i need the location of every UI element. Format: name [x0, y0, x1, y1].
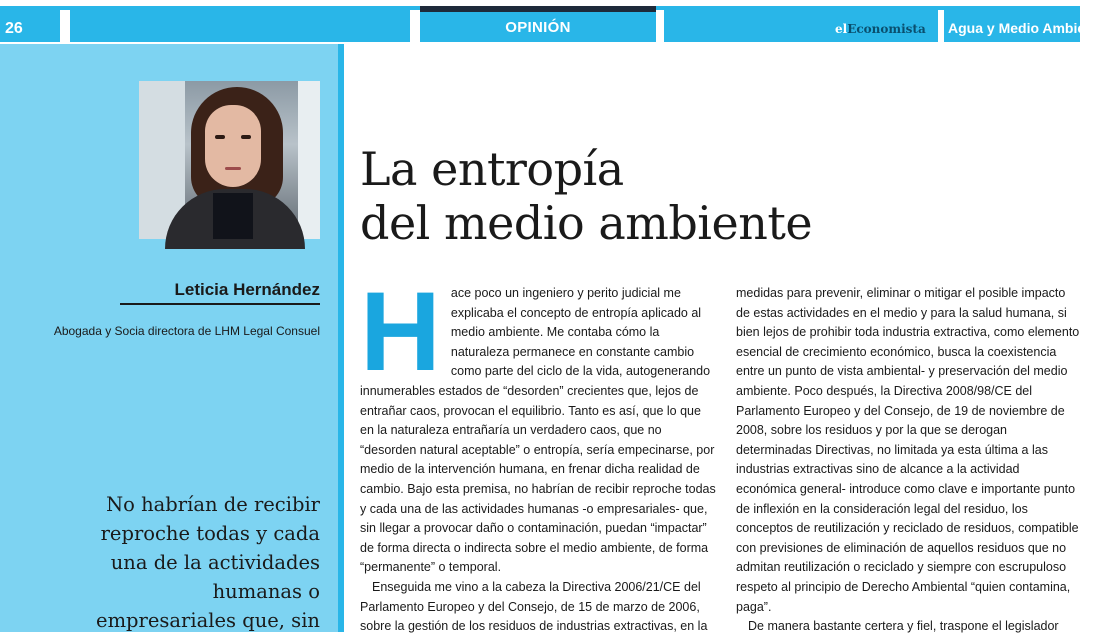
- author-role: Abogada y Socia directora de LHM Legal Consuel: [53, 324, 320, 338]
- pullquote: No habrían de recibir reproche todas y cada una de la actividades humanas o empresariales que, sin: [96, 493, 320, 632]
- section-tab: [420, 6, 656, 12]
- supplement-title: Agua y Medio Ambiente: [948, 20, 1106, 36]
- brand-logo-part2: Economista: [847, 22, 926, 36]
- col1-paragraph-1: ace poco un ingeniero y perito judicial me explicaba el concepto de entropía aplicado al medio ambiente. Me contaba cómo la naturaleza permanece en constante cambio como parte del ciclo de la vida, autogenerando innumerables estados de “desorden” crecientes que, lejos de entrañar caos, provocan el equilibrio. Tanto es así, que lo que en la naturaleza entrañaría un verdadero caos, que no “desorden natural aceptable” o entropía, sería empecinarse, por medio de la intervención humana, en frenar dicha realidad de cambio. Bajo esta premisa, no habrían de recibir reproche todas y cada una de las actividades humanas -o empresariales- que, sin llegar a provocar daño o contaminación, puedan “impactar” de forma directa o indirecta sobre el medio ambiente, de forma “permanente” o temporal.: [360, 286, 716, 575]
- page-number: 26: [5, 20, 23, 37]
- author-photo: [139, 81, 320, 239]
- headline-line-2: del medio ambiente: [360, 196, 813, 250]
- photo-window-right: [298, 81, 320, 239]
- dropcap: H: [360, 269, 441, 394]
- brand-logo-part1: el: [835, 22, 848, 36]
- author-name: Leticia Hernández: [174, 280, 320, 299]
- photo-collar: [213, 193, 253, 239]
- headline-line-1: La entropía: [360, 142, 624, 196]
- col2-paragraph-1: medidas para prevenir, eliminar o mitigar el posible impacto de estas actividades en el medio y para la salud humana, si bien lejos de prohibir toda industria extractiva, como elemento esencial de crecimiento económico, busca la coexistencia entre un punto de vista ambiental- y preservación del medio ambiente. Poco después, la Directiva 2008/98/CE del Parlamento Europeo y del Consejo, de 19 de noviembre de 2008, sobre los residuos y por la que se derogan determinadas Directivas, no limitada ya esta última a las industrias extractivas sino de alcance a la actividad económica general- introduce como clave e importante punto de inflexión en la consideración legal del residuo, los conceptos de reutilización y reciclado de residuos, compatible con previsiones de eliminación de aquellos residuos que no admitan reutilización o reciclado y siempre con escrupuloso respeto al principio de Derecho Ambiental “quien contamina, paga”.: [736, 286, 1080, 614]
- column-divider: [338, 44, 344, 632]
- brand-logo: [835, 14, 935, 42]
- photo-eye-left: [215, 135, 225, 139]
- photo-eye-right: [241, 135, 251, 139]
- page-header: [0, 0, 1106, 44]
- section-title: OPINIÓN: [505, 19, 571, 36]
- photo-face: [205, 105, 261, 187]
- col1-paragraph-2: Enseguida me vino a la cabeza la Directiva 2006/21/CE del Parlamento Europeo y del Consejo, de 15 de marzo de 2006, sobre la gestión de los residuos de industrias extractivas, en la: [360, 579, 708, 634]
- photo-mouth: [225, 167, 241, 170]
- article-column-2: [736, 284, 1080, 637]
- header-segment: [70, 8, 410, 42]
- article-headline: [360, 142, 980, 250]
- article-column-1: [360, 269, 716, 637]
- col2-paragraph-2: De manera bastante certera y fiel, traspone el legislador: [748, 619, 1059, 634]
- author-rule: [120, 303, 320, 305]
